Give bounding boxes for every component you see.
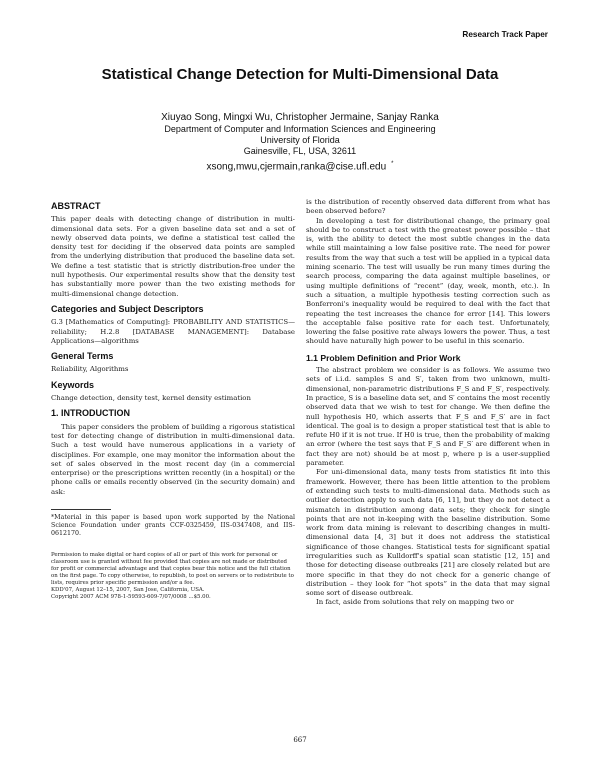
author-block	[0, 112, 600, 172]
track-label: Research Track Paper	[462, 30, 548, 39]
categories-heading: Categories and Subject Descriptors	[51, 303, 204, 314]
abstract-heading: ABSTRACT	[51, 201, 101, 211]
categories-text: G.3 [Mathematics of Computing]: PROBABILITY AND STATISTICS—reliability; H.2.8 [DATABASE MANAGEMENT]: Database Applications—algorithms	[51, 318, 295, 345]
intro-heading: 1. INTRODUCTION	[51, 408, 131, 419]
funding-footnote: *Material in this paper is based upon work supported by the National Science Foundation under grants CCF-0325459, IIS-0347408, and IIS-0612170.	[51, 514, 295, 538]
abstract-text: This paper deals with detecting change of distribution in multi-dimensional data sets. For a given baseline data set and a set of newly observed data points, we define a statistical test called the density test for deciding if the observed data points are sampled from the underlying distribution that produced the baseline data set. We define a test statistic that is strictly distribution-free under the null hypothesis. Our experimental results show that the density test has substantially more power than the two existing methods for multi-dimensional change detection.	[51, 215, 295, 298]
permission-block	[51, 552, 295, 601]
body-paragraph: In fact, aside from solutions that rely on mapping two or	[316, 598, 514, 607]
author-email: xsong,mwu,cjermain,ranka@cise.ufl.edu	[206, 161, 387, 173]
keywords-heading: Keywords	[51, 379, 95, 390]
author-city: Gainesville, FL, USA, 32611	[243, 146, 357, 156]
body-paragraph: In developing a test for distributional change, the primary goal should be to construct a test with the greatest power possible – that is, with the ability to detect the most subtle changes in the data while still maintaining a low false positive rate. The need for power results from the way that such a test will be applied in a typical data mining scenario. The test will usually be run many times during the search process, comparing the data against multiple baselines, or using multiple definitions of “recent” (day, week, month, etc.). In such a situation, a multiple hypothesis testing correction such as Bonferroni's inequality would be required to deal with the fact that repeating the test increases the chance for error [14]. This lowers the acceptable false positive rate for each test. Unfortunately, lowering the false positive rate always lowers the power. Thus, a test should have naturally high power to be useful in this scenario.	[306, 216, 550, 346]
footnote-divider	[51, 509, 111, 510]
page-number: 667	[293, 736, 307, 744]
author-names: Xiuyao Song, Mingxi Wu, Christopher Jermaine, Sanjay Ranka	[161, 112, 439, 123]
conference-line: KDD'07, August 12–15, 2007, San Jose, California, USA.	[51, 587, 205, 594]
keywords-text: Change detection, density test, kernel density estimation	[51, 394, 251, 403]
permission-text: Permission to make digital or hard copies of all or part of this work for personal or classroom use is granted without fee provided that copies are not made or distributed for profit or commercial advantage and that copies bear this notice and the full citation on the first page. To copy otherwise, to republish, to post on servers or to redistribute to lists, requires prior specific permission and/or a fee.	[51, 552, 294, 587]
section-heading: 1.1 Problem Definition and Prior Work	[306, 352, 461, 363]
terms-heading: General Terms	[51, 351, 114, 362]
author-dept: Department of Computer and Information Sciences and Engineering	[164, 124, 436, 134]
author-univ: University of Florida	[260, 135, 340, 145]
copyright-line: Copyright 2007 ACM 978-1-59593-609-7/07/0008 ...$5.00.	[51, 594, 211, 601]
author-email-line	[0, 159, 600, 172]
left-column	[51, 198, 295, 601]
footnote-mark: *	[391, 161, 394, 167]
body-paragraph: For uni-dimensional data, many tests from statistics fit into this framework. However, there has been little attention to the problem of extending such tests to multi-dimensional data. Methods such as outlier detection apply to such data [6, 11], but they do not detect a mismatch in distribution among data sets; they check for single points that are not in-keeping with the baseline distribution. Some work from data mining is relevant to describing changes in multi-dimensional data [4, 3] but it does not address the statistical significance of those changes. Statistical tests for significant spatial irregularities such as Kulldorff's spatial scan statistic [12, 15] and those for detecting disease outbreaks [21] are closely related but are more specific in that they do not check for a generic change of distribution – they look for “hot spots” in the data that may signal some sort of disease outbreak.	[306, 468, 550, 598]
right-column	[306, 198, 550, 608]
body-paragraph: is the distribution of recently observed data different from what has been observed before?	[306, 198, 550, 216]
body-paragraph: The abstract problem we consider is as follows. We assume two sets of i.i.d. samples S and S′, taken from two unknown, multi-dimensional, non-parametric distributions F_S and F_S′, respectively. In practice, S is a baseline data set, and S′ contains the most recently observed data that we wish to test for change. We then define the null hypothesis H0, which asserts that F_S and F_S′ are in fact identical. The goal is to design a proper statistical test that is able to refute H0 if it is not true. If H0 is true, then the probability of making an error (where the test says that F_S and F_S′ are different when in fact they are not) should be at most p, where p is a user-supplied parameter.	[306, 366, 550, 468]
paper-title: Statistical Change Detection for Multi-Dimensional Data	[101, 66, 499, 83]
intro-text: This paper considers the problem of building a rigorous statistical test for detecting change of distribution in multi-dimensional data. Such a test would have numerous applications in a variety of disciplines. For example, one may monitor the information about the set of sales observed in the most recent day (in a commercial enterprise) or the prescriptions written recently (in a hospital) or the phone calls or emails recently observed (in the security domain) and ask:	[51, 422, 295, 496]
terms-text: Reliability, Algorithms	[51, 365, 129, 374]
